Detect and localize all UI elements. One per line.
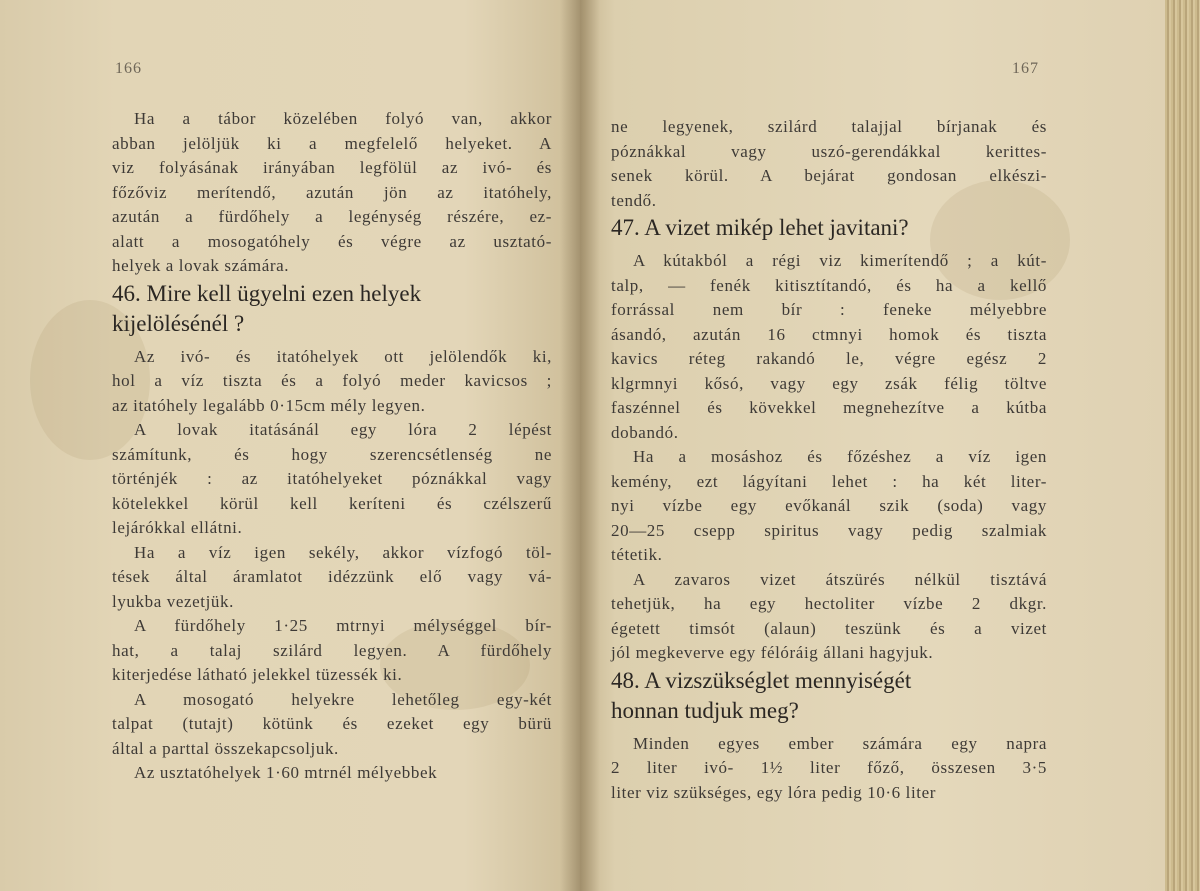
text-line: Minden egyes ember számára egy napra <box>633 733 1047 753</box>
text-line: hat, a talaj szilárd legyen. A fürdőhely <box>112 640 552 660</box>
text-line: 2 liter ivó- 1½ liter főző, összesen 3·5 <box>611 758 1047 777</box>
text-line: póznákkal vagy uszó-gerendákkal kerittes- <box>611 141 1047 161</box>
text-line: kötelekkel körül kell keríteni és czélszerű <box>112 493 552 513</box>
text-line: alatt a mosogatóhely és végre az usztató- <box>112 231 552 251</box>
text-line: forrással nem bír : feneke mélyebbre <box>611 300 1047 319</box>
text-line: faszénnel és kövekkel megnehezítve a kútba <box>611 398 1047 417</box>
right-page <box>580 0 1165 891</box>
left-page-text <box>112 107 552 786</box>
text-line: talpat (tutajt) kötünk és ezeket egy bürü <box>112 714 552 733</box>
text-line: Ha a tábor közelében folyó van, akkor <box>134 109 552 128</box>
text-line: kiterjedése látható jelekkel tüzessék ki. <box>112 665 403 684</box>
text-line: Az ivó- és itatóhelyek ott jelölendők ki, <box>134 346 552 366</box>
text-line: A zavaros vizet átszürés nélkül tisztává <box>633 569 1047 589</box>
text-line: A kútakból a régi viz kimerítendő ; a kút- <box>633 251 1047 270</box>
section-heading-line: kijelölésénél ? <box>112 310 245 336</box>
text-line: által a parttal összekapcsoljuk. <box>112 738 339 758</box>
text-line: lejárókkal ellátni. <box>112 518 243 537</box>
page-number: 166 <box>115 60 142 77</box>
text-line: ásandó, azután 16 ctmnyi homok és tiszta <box>611 324 1047 344</box>
text-line: számítunk, és hogy szerencsétlenség ne <box>112 444 552 464</box>
text-line: Ha a víz igen sekély, akkor vízfogó töl- <box>134 542 552 562</box>
right-page-text <box>611 115 1047 805</box>
text-line: tehetjük, ha egy hectoliter vízbe 2 dkgr. <box>611 594 1047 613</box>
text-line: A mosogató helyekre lehetőleg egy-két <box>134 689 552 709</box>
text-line: kemény, ezt lágyítani lehet : ha két liter- <box>611 471 1047 491</box>
text-line: klgrmnyi kősó, vagy egy zsák félig töltve <box>611 373 1047 393</box>
text-line: történjék : az itatóhelyeket póznákkal vagy <box>112 469 552 488</box>
text-line: dobandó. <box>611 422 679 442</box>
section-heading-line: honnan tudjuk meg? <box>611 697 799 723</box>
text-line: tendő. <box>611 190 657 210</box>
text-line: égetett timsót (alaun) teszünk és a vizet <box>611 618 1047 638</box>
text-line: azután a fürdőhely a legénység részére, ez- <box>112 207 552 226</box>
section-heading-line: 48. A vizszükséglet mennyiségét <box>611 667 912 693</box>
text-line: helyek a lovak számára. <box>112 256 290 275</box>
text-line: senek körül. A bejárat gondosan elkészi- <box>611 166 1047 185</box>
text-line: abban jelöljük ki a megfelelő helyeket. A <box>112 133 552 153</box>
text-line: tések által áramlatot idézzünk elő vagy vá- <box>112 567 552 586</box>
book-gutter <box>560 0 600 891</box>
text-line: viz folyásának irányában legfölül az ivó- és <box>112 158 552 177</box>
text-line: tétetik. <box>611 545 663 564</box>
text-line: talp, — fenék kitisztítandó, és ha a kellő <box>611 275 1047 295</box>
page-number: 167 <box>1012 60 1039 77</box>
text-line: hol a víz tiszta és a folyó meder kavicsos ; <box>112 371 552 390</box>
left-page <box>0 0 580 891</box>
section-heading-line: 46. Mire kell ügyelni ezen helyek <box>112 280 422 306</box>
text-line: A lovak itatásánál egy lóra 2 lépést <box>134 420 552 439</box>
text-line: kavics réteg rakandó le, végre egész 2 <box>611 349 1047 368</box>
text-line: jól megkeverve egy félóráig állani hagyjuk. <box>611 643 934 662</box>
text-line: lyukba vezetjük. <box>112 591 234 611</box>
text-line: ne legyenek, szilárd talajjal bírjanak és <box>611 117 1047 136</box>
text-line: liter viz szükséges, egy lóra pedig 10·6 liter <box>611 782 937 802</box>
text-line: Az usztatóhelyek 1·60 mtrnél mélyebbek <box>134 763 438 782</box>
text-line: Ha a mosáshoz és főzéshez a víz igen <box>633 447 1047 466</box>
text-line: 20—25 csepp spiritus vagy pedig szalmiak <box>611 520 1047 540</box>
text-line: nyi vízbe egy evőkanál szik (soda) vagy <box>611 496 1047 515</box>
section-heading-line: 47. A vizet mikép lehet javitani? <box>611 215 909 240</box>
text-line: az itatóhely legalább 0·15cm mély legyen. <box>112 395 426 415</box>
text-line: A fürdőhely 1·25 mtrnyi mélységgel bír- <box>134 616 552 635</box>
page-edges <box>1165 0 1200 891</box>
text-line: főzőviz merítendő, azután jön az itatóhely, <box>112 182 552 202</box>
